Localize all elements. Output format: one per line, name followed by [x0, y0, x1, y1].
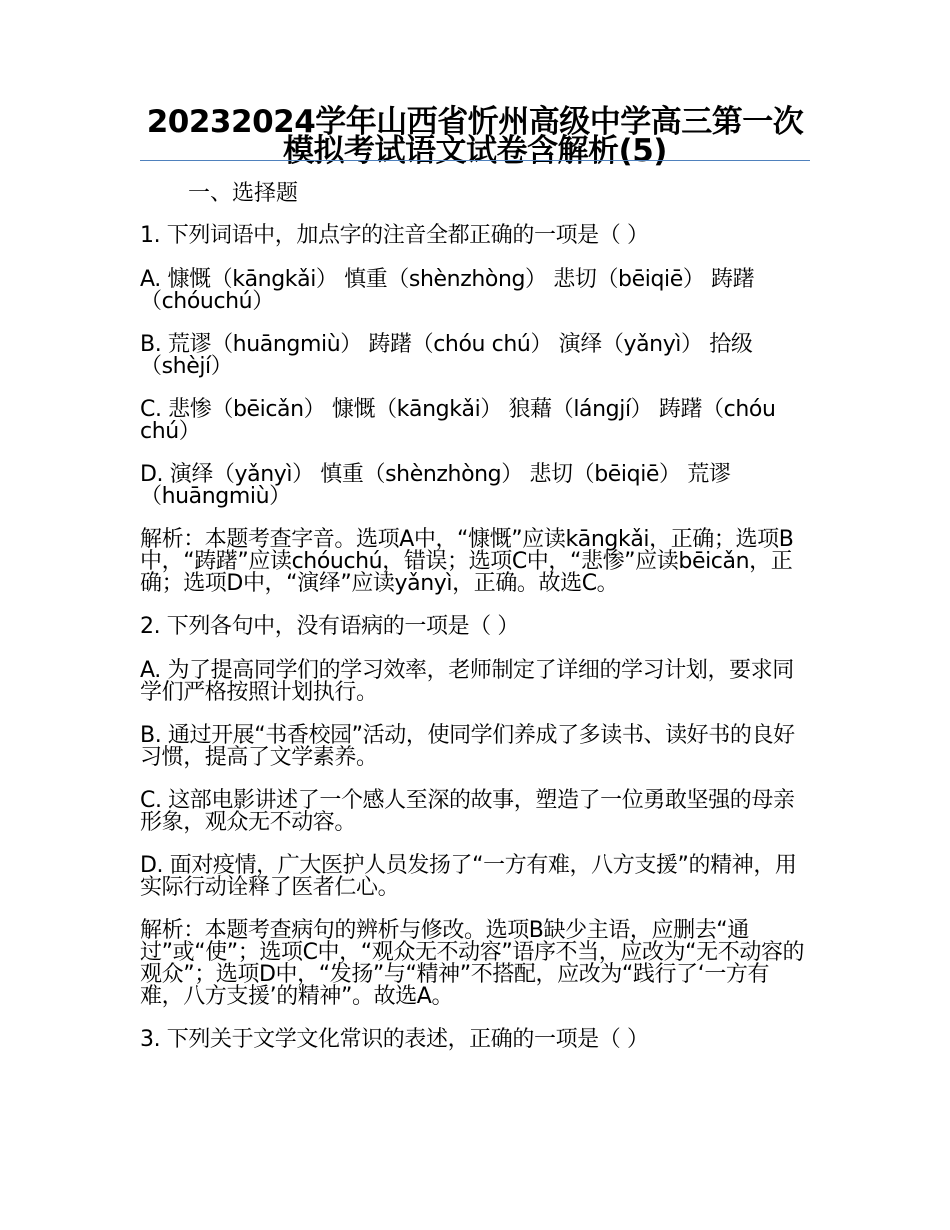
question-1-option-d: D. 演绎（yǎnyì） 慎重（shènzhòng） 悲切（bēiqiē） 荒谬（huāngmiù） [140, 462, 731, 509]
question-1-analysis: 解析：本题考查字音。选项A中，“慷慨”应读kāngkǎi，正确；选项B中，“踌躇”应读chóuchú，错误；选项C中，“悲惨”应读bēicǎn，正确；选项D中，“演绎”应读yǎnyì，正确。故选C。 [140, 527, 794, 596]
document-body [140, 225, 812, 1073]
question-2-analysis: 解析：本题考查病句的辨析与修改。选项B缺少主语，应删去“通过”或“使”；选项C中，“观众无不动容”语序不当，应改为“无不动容的观众”；选项D中，“发扬”与“精神”不搭配，应改为“践行了‘一方有难，八方支援’的精神”。故选A。 [140, 918, 805, 1009]
question-2-option-d: D. 面对疫情，广大医护人员发扬了“一方有难，八方支援”的精神，用实际行动诠释了医者仁心。 [140, 853, 797, 900]
title-divider [140, 160, 810, 161]
question-1-option-b: B. 荒谬（huāngmiù） 踌躇（chóu chú） 演绎（yǎnyì） 拾级（shèjí） [140, 332, 753, 379]
question-2-option-b: B. 通过开展“书香校园”活动，使同学们养成了多读书、读好书的良好习惯，提高了文学素养。 [140, 723, 795, 770]
question-3-stem: 3. 下列关于文学文化常识的表述，正确的一项是（ ） [140, 1027, 649, 1052]
question-1-option-a: A. 慷慨（kāngkǎi） 慎重（shènzhòng） 悲切（bēiqiē） 踌躇（chóuchú） [140, 267, 755, 314]
question-1-stem: 1. 下列词语中，加点字的注音全都正确的一项是（ ） [140, 223, 649, 248]
question-2-option-a: A. 为了提高同学们的学习效率，老师制定了详细的学习计划，要求同学们严格按照计划执行。 [140, 658, 794, 705]
section-heading: 一、选择题 [188, 181, 299, 206]
question-1-option-c: C. 悲惨（bēicǎn） 慷慨（kāngkǎi） 狼藉（lángjí） 踌躇（chóu chú） [140, 397, 776, 444]
document-title: 20232024学年山西省忻州高级中学高三第一次模拟考试语文试卷含解析(5) [146, 104, 804, 169]
question-2-stem: 2. 下列各句中，没有语病的一项是（ ） [140, 614, 519, 639]
question-2-option-c: C. 这部电影讲述了一个感人至深的故事，塑造了一位勇敢坚强的母亲形象，观众无不动容。 [140, 788, 795, 835]
